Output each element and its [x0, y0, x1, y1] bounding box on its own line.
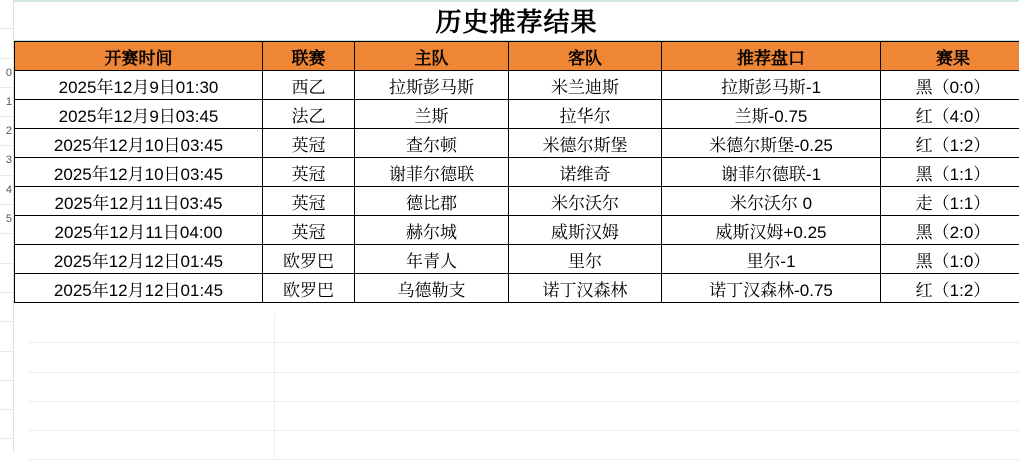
cell-away-team[interactable]: 威斯汉姆: [509, 216, 662, 245]
table-row: [15, 100, 1019, 129]
row-number-cell[interactable]: [0, 234, 13, 263]
table-row: [15, 187, 1019, 216]
row-number-cell[interactable]: 1: [0, 88, 13, 117]
result-score: （0:0）: [933, 78, 991, 97]
cell-league[interactable]: 英冠: [263, 158, 355, 187]
column-header-away: 客队: [509, 42, 662, 71]
empty-row[interactable]: [28, 343, 1019, 372]
table-row: [15, 129, 1019, 158]
result-score: （1:1）: [933, 165, 991, 184]
cell-time[interactable]: 2025年12月9日01:30: [15, 71, 263, 100]
row-number-cell[interactable]: [0, 352, 13, 381]
cell-time[interactable]: 2025年12月12日01:45: [15, 274, 263, 303]
cell-away-team[interactable]: 诺丁汉森林: [509, 274, 662, 303]
cell-league[interactable]: 欧罗巴: [263, 274, 355, 303]
cell-home-team[interactable]: 谢菲尔德联: [355, 158, 509, 187]
row-number-cell[interactable]: [0, 29, 13, 58]
row-number-cell[interactable]: [0, 410, 13, 439]
cell-pick[interactable]: 米尔沃尔 0: [662, 187, 881, 216]
row-number-cell[interactable]: 0: [0, 59, 13, 88]
result-label: 红: [916, 107, 933, 126]
table-body: [15, 71, 1019, 303]
row-number-cell[interactable]: [0, 293, 13, 322]
cell-result[interactable]: [881, 216, 1019, 245]
column-header-home: 主队: [355, 42, 509, 71]
cell-away-team[interactable]: 米兰迪斯: [509, 71, 662, 100]
history-results-table: [14, 41, 1019, 303]
result-score: （1:2）: [933, 281, 991, 300]
empty-cell[interactable]: [275, 343, 1019, 371]
cell-away-team[interactable]: 诺维奇: [509, 158, 662, 187]
cell-league[interactable]: 欧罗巴: [263, 245, 355, 274]
row-number-cell[interactable]: 2: [0, 117, 13, 146]
cell-pick[interactable]: 拉斯彭马斯-1: [662, 71, 881, 100]
empty-row[interactable]: [28, 431, 1019, 460]
cell-home-team[interactable]: 赫尔城: [355, 216, 509, 245]
page-title-row: [14, 0, 1019, 41]
table-row: [15, 245, 1019, 274]
row-number-cell[interactable]: 3: [0, 146, 13, 175]
cell-away-team[interactable]: 米德尔斯堡: [509, 129, 662, 158]
result-label: 走: [916, 194, 933, 213]
empty-row[interactable]: [28, 314, 1019, 343]
row-number-gutter: [0, 0, 14, 453]
cell-pick[interactable]: 里尔-1: [662, 245, 881, 274]
result-label: 红: [916, 281, 933, 300]
result-label: 黑: [916, 78, 933, 97]
result-score: （2:0）: [933, 223, 991, 242]
row-number-cell[interactable]: [0, 264, 13, 293]
empty-cell[interactable]: [28, 373, 275, 401]
table-header-row: [15, 42, 1019, 71]
empty-cell[interactable]: [275, 431, 1019, 459]
column-header-league: 联赛: [263, 42, 355, 71]
cell-home-team[interactable]: 查尔顿: [355, 129, 509, 158]
empty-rows-area: [28, 314, 1019, 453]
row-number-cell[interactable]: 5: [0, 205, 13, 234]
cell-pick[interactable]: 兰斯-0.75: [662, 100, 881, 129]
empty-row[interactable]: [28, 373, 1019, 402]
result-label: 黑: [916, 252, 933, 271]
cell-result[interactable]: [881, 158, 1019, 187]
sheet-content: [14, 0, 1019, 453]
cell-away-team[interactable]: 拉华尔: [509, 100, 662, 129]
cell-league[interactable]: 法乙: [263, 100, 355, 129]
cell-pick[interactable]: 谢菲尔德联-1: [662, 158, 881, 187]
table-row: [15, 216, 1019, 245]
table-row: [15, 274, 1019, 303]
cell-result[interactable]: [881, 274, 1019, 303]
cell-time[interactable]: 2025年12月11日04:00: [15, 216, 263, 245]
cell-result[interactable]: [881, 245, 1019, 274]
cell-home-team[interactable]: 乌德勒支: [355, 274, 509, 303]
cell-home-team[interactable]: 拉斯彭马斯: [355, 71, 509, 100]
cell-result[interactable]: [881, 100, 1019, 129]
cell-away-team[interactable]: 里尔: [509, 245, 662, 274]
empty-cell[interactable]: [275, 402, 1019, 430]
cell-league[interactable]: 英冠: [263, 129, 355, 158]
cell-time[interactable]: 2025年12月12日01:45: [15, 245, 263, 274]
table-header: [15, 42, 1019, 71]
cell-pick[interactable]: 威斯汉姆+0.25: [662, 216, 881, 245]
column-header-pick: 推荐盘口: [662, 42, 881, 71]
result-label: 红: [916, 136, 933, 155]
cell-pick[interactable]: 米德尔斯堡-0.25: [662, 129, 881, 158]
cell-home-team[interactable]: 德比郡: [355, 187, 509, 216]
empty-cell[interactable]: [28, 314, 275, 342]
table-row: [15, 71, 1019, 100]
result-score: （4:0）: [933, 107, 991, 126]
empty-cell[interactable]: [28, 343, 275, 371]
cell-result[interactable]: [881, 129, 1019, 158]
cell-league[interactable]: 西乙: [263, 71, 355, 100]
row-number-cell[interactable]: [0, 0, 13, 29]
cell-league[interactable]: 英冠: [263, 216, 355, 245]
cell-time[interactable]: 2025年12月10日03:45: [15, 158, 263, 187]
cell-home-team[interactable]: 兰斯: [355, 100, 509, 129]
cell-result[interactable]: [881, 71, 1019, 100]
cell-time[interactable]: 2025年12月9日03:45: [15, 100, 263, 129]
cell-result[interactable]: [881, 187, 1019, 216]
result-label: 黑: [916, 165, 933, 184]
result-score: （1:2）: [933, 136, 991, 155]
table-row: [15, 158, 1019, 187]
empty-cell[interactable]: [28, 402, 275, 430]
cell-pick[interactable]: 诺丁汉森林-0.75: [662, 274, 881, 303]
cell-away-team[interactable]: 米尔沃尔: [509, 187, 662, 216]
cell-league[interactable]: 英冠: [263, 187, 355, 216]
column-header-time: 开赛时间: [15, 42, 263, 71]
cell-time[interactable]: 2025年12月10日03:45: [15, 129, 263, 158]
row-number-cell[interactable]: [0, 322, 13, 351]
column-header-result: 赛果: [881, 42, 1019, 71]
empty-cell[interactable]: [275, 373, 1019, 401]
row-number-cell[interactable]: 4: [0, 176, 13, 205]
cell-time[interactable]: 2025年12月11日03:45: [15, 187, 263, 216]
empty-row[interactable]: [28, 402, 1019, 431]
result-label: 黑: [916, 223, 933, 242]
result-score: （1:0）: [933, 252, 991, 271]
cell-home-team[interactable]: 年青人: [355, 245, 509, 274]
empty-cell[interactable]: [28, 431, 275, 459]
row-number-cell[interactable]: [0, 381, 13, 410]
page-title: 历史推荐结果: [435, 2, 597, 39]
empty-cell[interactable]: [275, 314, 1019, 342]
result-score: （1:1）: [933, 194, 991, 213]
